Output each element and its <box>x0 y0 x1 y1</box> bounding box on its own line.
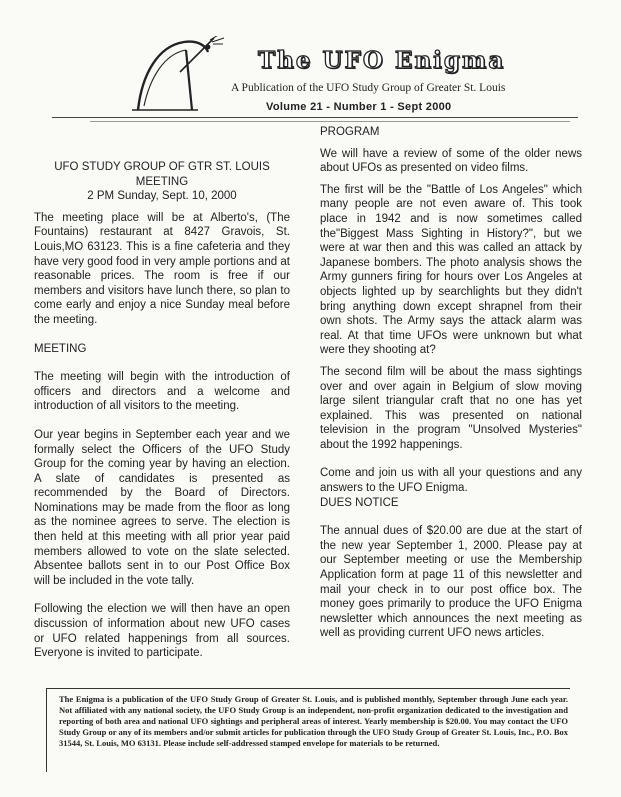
meeting-place-paragraph: The meeting place will be at Alberto's, (The Fountains) restaurant at 8427 Gravois, St. Louis,MO 63123. This is a fine cafeteria and they have very good food in very ample portions and at reasonable prices. The room is free if our members and visitors have lunch there, so plan to come early and enjoy a nice Sunday meal before the meeting. <box>34 211 290 326</box>
invitation-paragraph: Come and join us with all your questions and any answers to the UFO Enigma. <box>320 467 582 495</box>
masthead-divider-faint <box>90 121 570 122</box>
newsletter-title: The UFO Enigma <box>258 47 506 74</box>
publication-info-text: The Enigma is a publication of the UFO Study Group of Greater St. Louis, and is published monthly, September through June each year. Not affiliated with any national society, the UFO Study Group is an independent, non-profit organization dedicated to the investigation and reporting of both area and national UFO sightings and peripheral areas of interest. Yearly membership is $20.00. You may contact the UFO Study Group or any of its members and/or submit articles for publication through the UFO Study Group of Greater St. Louis, Inc., P.O. Box 31544, St. Louis, MO 63131. Please include self-addressed stamped envelope for materials to be returned. <box>59 694 568 748</box>
masthead-divider <box>52 117 578 118</box>
first-film-paragraph: The first will be the "Battle of Los Angeles" which many people are not even aware of. This took place in 1942 and is now sometimes called the"Biggest Mass Sighting in History?", but we were at war then and this was called an attack by Japanese bombers. The photo analysis shows the Army gunners firing for hours over Los Angeles at objects lighted up by searchlights but they didn't bring anything down except shrapnel from their own shots. The Army says the attack alarm was real. At that time UFOs were unknown but what were they shooting at? <box>320 183 582 357</box>
right-column <box>320 125 582 641</box>
issue-line: Volume 21 - Number 1 - Sept 2000 <box>266 101 452 113</box>
program-intro-paragraph: We will have a review of some of the older news about UFOs as presented on video films. <box>320 147 582 175</box>
meeting-title-line-2: MEETING <box>135 175 189 188</box>
election-paragraph: Our year begins in September each year and we formally select the Officers of the UFO Study Group for the coming year by having an election. A slate of candidates is presented as recommended by the Board of Directors. Nominations may be made from the floor as long as the nominee agrees to serve. The election is then held at this meeting with all prior year paid members allowed to vote on the slate selected. Absentee ballots sent in to our Post Office Box will be included in the vote tally. <box>34 428 290 587</box>
discussion-paragraph: Following the election we will then have an open discussion of information about new UFO cases or UFO related happenings from all sources. Everyone is invited to participate. <box>34 603 290 660</box>
meeting-title-line-1: UFO STUDY GROUP OF GTR ST. LOUIS <box>54 161 270 173</box>
dues-paragraph: The annual dues of $20.00 are due at the start of the new year September 1, 2000. Please pay at our September meeting or use the Membership Application form at page 11 of this newsletter and mail your check in to our post office box. The money goes primarily to produce the UFO Enigma newsletter which announces the next meeting as well as providing current UFO news articles. <box>320 525 582 640</box>
meeting-time: 2 PM Sunday, Sept. 10, 2000 <box>87 190 237 203</box>
newsletter-subtitle: A Publication of the UFO Study Group of Greater St. Louis <box>231 82 506 94</box>
meeting-heading: MEETING <box>34 342 87 355</box>
left-column <box>34 160 290 661</box>
witch-on-broom-arch-logo-icon <box>128 36 228 116</box>
program-heading: PROGRAM <box>320 126 380 138</box>
second-film-paragraph: The second film will be about the mass sightings over and over again in Belgium of slow moving large silent triangular craft that no one has yet explained. This was presented on national television in the program "Unsolved Mysteries" about the 1992 happenings. <box>320 365 582 451</box>
publication-info-box <box>46 688 570 772</box>
dues-notice-heading: DUES NOTICE <box>320 496 399 509</box>
meeting-intro-paragraph: The meeting will begin with the introduction of officers and directors and a welcome and introduction of all visitors to the meeting. <box>34 371 290 413</box>
